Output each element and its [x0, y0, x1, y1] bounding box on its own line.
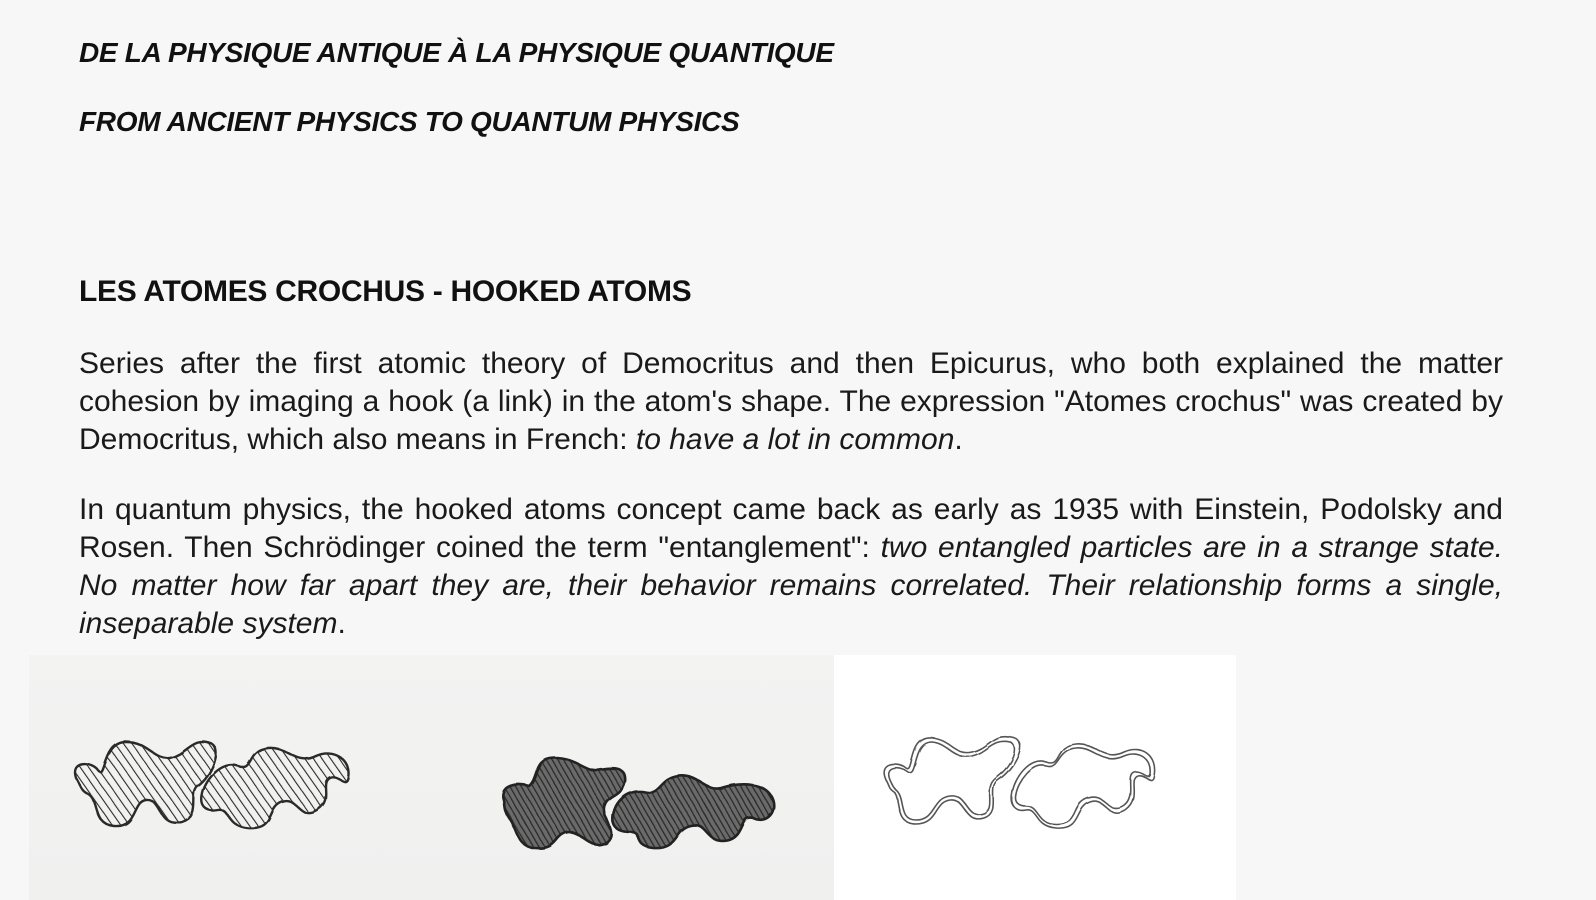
hooked-atoms-hatched-sketch-icon	[62, 730, 362, 850]
paragraph-quantum-entanglement	[79, 491, 1503, 643]
page-title-english: FROM ANCIENT PHYSICS TO QUANTUM PHYSICS	[79, 106, 740, 137]
paragraph-end: .	[337, 607, 346, 640]
hooked-atoms-outline-sketch-icon	[868, 728, 1168, 848]
hooked-atoms-dark-shaded-sketch-icon	[495, 752, 780, 857]
paragraph-emphasis: to have a lot in common	[635, 423, 955, 456]
paragraph-end: .	[954, 423, 963, 456]
section-heading: LES ATOMES CROCHUS - HOOKED ATOMS	[79, 275, 692, 308]
page-title-french: DE LA PHYSIQUE ANTIQUE À LA PHYSIQUE QUANTIQUE	[79, 37, 834, 68]
paragraph-text: In quantum physics, the hooked atoms concept came back as early as 1935 with Einstein, Podolsky and Rosen. Then Schrödinger coined the term "entanglement":	[79, 493, 1503, 564]
paragraph-atomic-theory	[79, 345, 1503, 459]
paragraph-emphasis: two entangled particles are in a strange state. No matter how far apart they are, their behavior remains correlated. Their relationship forms a single, inseparable system	[79, 531, 1503, 640]
paragraph-text: Series after the first atomic theory of Democritus and then Epicurus, who both explained the matter cohesion by imaging a hook (a link) in the atom's shape. The expression "Atomes crochus" was created by Democritus, which also means in French:	[79, 347, 1503, 456]
